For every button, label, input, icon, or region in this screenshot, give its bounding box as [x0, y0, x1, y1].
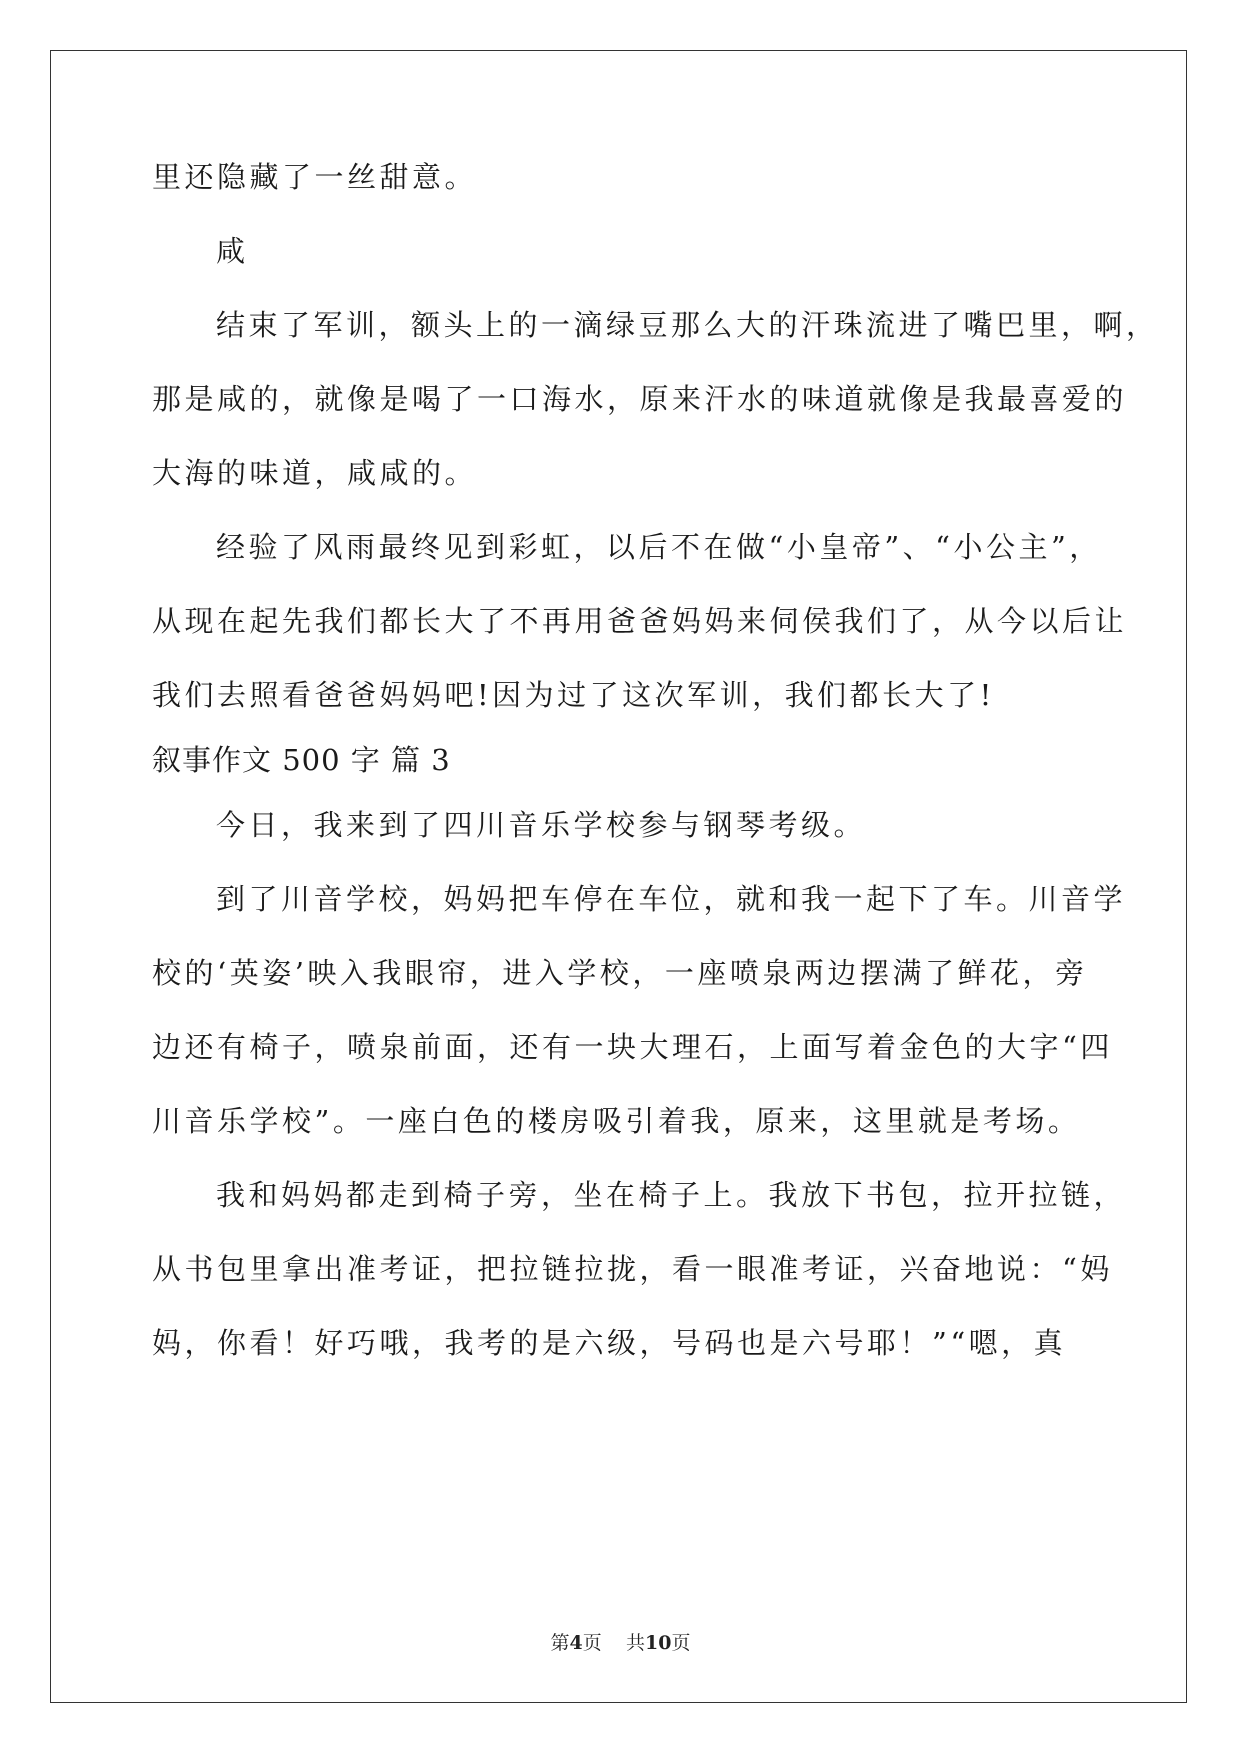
- text-line: 今日，我来到了四川音乐学校参与钢琴考级。: [216, 808, 867, 842]
- total-page-count: 10: [644, 1632, 672, 1654]
- current-page-number: 4: [569, 1632, 583, 1654]
- text-line: 边还有椅子，喷泉前面，还有一块大理石，上面写着金色的大字“四: [152, 1030, 1113, 1064]
- text-line: 妈，你看！好巧哦，我考的是六级，号码也是六号耶！”“嗯，真: [152, 1326, 1067, 1360]
- section-label: 咸: [216, 234, 249, 268]
- text-line: 结束了军训，额头上的一滴绿豆那么大的汗珠流进了嘴巴里，啊，: [216, 308, 1159, 342]
- text-line: 校的‘英姿’映入我眼帘，进入学校，一座喷泉两边摆满了鲜花，旁: [152, 956, 1088, 990]
- text-line: 从现在起先我们都长大了不再用爸爸妈妈来伺侯我们了，从今以后让: [152, 604, 1128, 638]
- text-line: 大海的味道，咸咸的。: [152, 456, 478, 490]
- text-line: 我们去照看爸爸妈妈吧!因为过了这次军训，我们都长大了!: [152, 678, 995, 712]
- page-footer: [0, 1628, 1241, 1655]
- text-line: 从书包里拿出准考证，把拉链拉拢，看一眼准考证，兴奋地说：“妈: [152, 1252, 1113, 1286]
- section-heading: 叙事作文 500 字 篇 3: [152, 743, 451, 777]
- footer-page-suffix: 页: [582, 1632, 602, 1654]
- text-line: 里还隐藏了一丝甜意。: [152, 160, 478, 194]
- text-line: 到了川音学校，妈妈把车停在车位，就和我一起下了车。川音学: [216, 882, 1127, 916]
- footer-total-prefix: 共: [625, 1632, 645, 1654]
- text-line: 那是咸的，就像是喝了一口海水，原来汗水的味道就像是我最喜爱的: [152, 382, 1128, 416]
- text-line: 川音乐学校”。一座白色的楼房吸引着我，原来，这里就是考场。: [152, 1104, 1081, 1138]
- text-line: 经验了风雨最终见到彩虹，以后不在做“小皇帝”、“小公主”，: [216, 530, 1102, 564]
- footer-total-suffix: 页: [671, 1632, 691, 1654]
- page-border: [50, 50, 1187, 1703]
- text-line: 我和妈妈都走到椅子旁，坐在椅子上。我放下书包，拉开拉链，: [216, 1178, 1127, 1212]
- footer-prefix: 第: [550, 1632, 570, 1654]
